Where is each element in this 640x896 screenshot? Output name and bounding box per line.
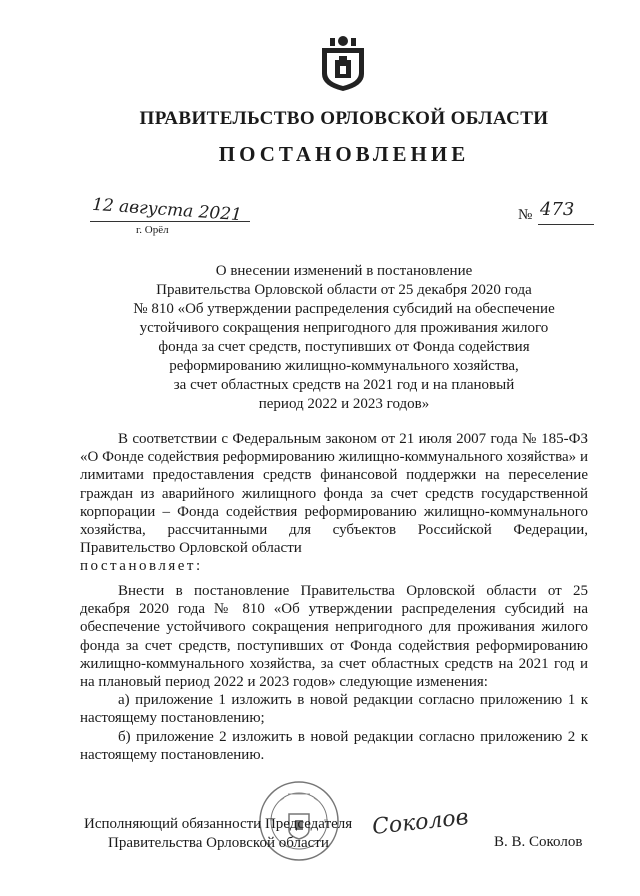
signatory-position-line2: Правительства Орловской области [108, 835, 329, 851]
handwritten-signature: Соколов [370, 805, 470, 840]
subject-line: устойчивого сокращения непригодного для проживания жилого [139, 320, 549, 336]
date-underline [90, 221, 250, 222]
subject-line: фонда за счет средств, поступивших от Фонда содействия [158, 339, 530, 355]
document-subject [100, 262, 588, 414]
resolves-word: постановляет: [80, 558, 203, 575]
signatory-name: В. В. Соколов [494, 834, 583, 850]
preamble-paragraph [80, 430, 588, 576]
subject-line: реформированию жилищно-коммунального хозяйства, [169, 358, 519, 374]
preamble-text: В соответствии с Федеральным законом от 21 июля 2007 года № 185-ФЗ «О Фонде содействия реформированию жилищно-коммунального хозяйства» и лимитами предоставления средств финансовой поддержки на переселение граждан из аварийного жилищного фонда за счет средств государственной корпорации – Фонда содействия реформированию жилищно-коммунального хозяйства, рассчитанными для субъектов Российской Федерации, Правительство Орловской области [80, 431, 588, 557]
main-section [80, 582, 588, 764]
item-b: б) приложение 2 изложить в новой редакции согласно приложению 2 к настоящему постановлению. [80, 728, 588, 763]
subject-line: № 810 «Об утверждении распределения субсидий на обеспечение [133, 301, 555, 317]
subject-line: период 2022 и 2023 годов» [258, 396, 430, 412]
subject-line: Правительства Орловской области от 25 декабря 2020 года [156, 282, 532, 298]
signatory-position-line1: Исполняющий обязанности Председателя [84, 816, 353, 832]
coat-of-arms-emblem [318, 34, 368, 92]
city-label: г. Орёл [136, 224, 169, 236]
government-title: ПРАВИТЕЛЬСТВО ОРЛОВСКОЙ ОБЛАСТИ [139, 108, 549, 129]
main-paragraph: Внести в постановление Правительства Орловской области от 25 декабря 2020 года № 810 «Об утверждении распределения субсидий на обеспечение устойчивого сокращения непригодного для проживания жилого фонда за счет средств, поступивших от Фонда содействия реформированию жилищно-коммунального хозяйства, за счет областных средств на 2021 год и на плановый период 2022 и 2023 годов» следующие изменения: [80, 583, 588, 691]
number-underline [538, 224, 594, 225]
number-label: № [518, 207, 533, 223]
document-type: ПОСТАНОВЛЕНИЕ [218, 142, 470, 166]
handwritten-number: 473 [540, 199, 575, 220]
handwritten-date: 12 августа 2021 [91, 194, 243, 226]
item-a: а) приложение 1 изложить в новой редакции согласно приложению 1 к настоящему постановлению; [80, 692, 588, 727]
subject-line: за счет областных средств на 2021 год и на плановый [173, 377, 515, 393]
subject-line: О внесении изменений в постановление [215, 263, 473, 279]
